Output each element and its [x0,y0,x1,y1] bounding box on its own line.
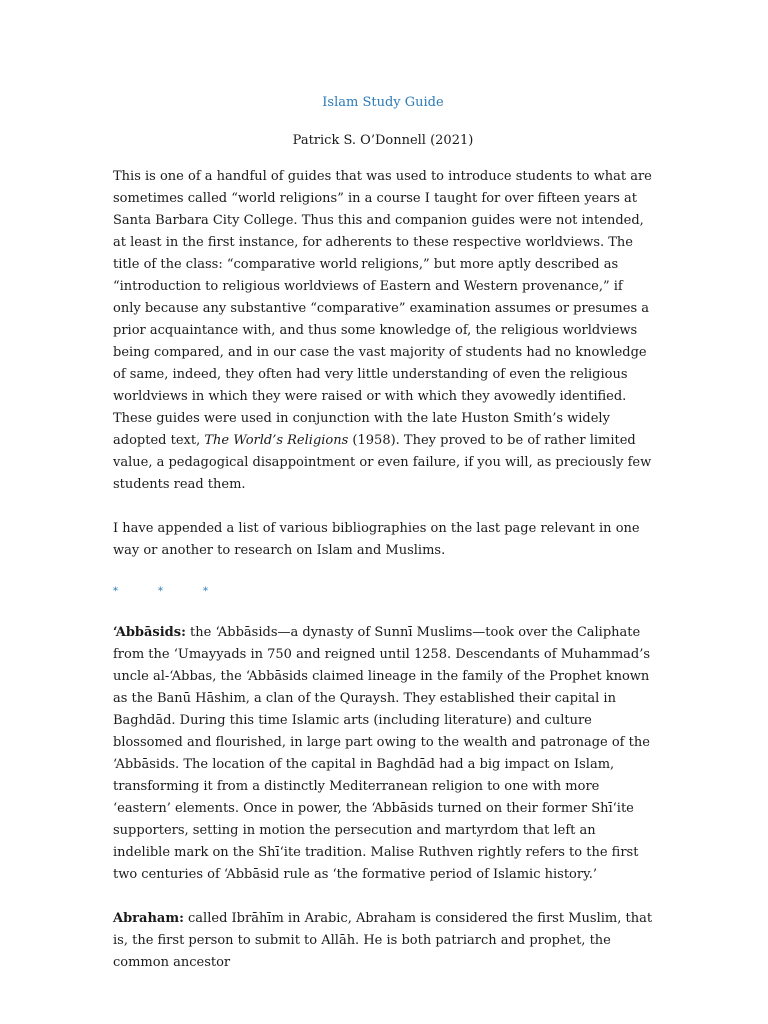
document-title: Islam Study Guide [322,95,444,110]
glossary-entry-abraham [113,908,653,974]
author-line: Patrick S. O’Donnell (2021) [292,133,474,148]
glossary-definition: called Ibrāhīm in Arabic, Abraham is considered the first Muslim, that is, the first person to submit to Allāh. He is both patriarch and prophet, the common ancestor [113,911,653,970]
intro-text-before: This is one of a handful of guides that was used to introduce students to what are sometimes called “world religions” in a course I taught for over fifteen years at Santa Barbara City College. Thus this and companion guides were not intended, at least in the first instance, for adherents to these respective worldviews. The title of the class: “comparative world religions,” but more aptly described as “introduction to religious worldviews of Eastern and Western provenance,” if only because any substantive “comparative” examination assumes or presumes a prior acquaintance with, and thus some knowledge of, the religious worldviews being compared, and in our case the vast majority of students had no knowledge of same, indeed, they often had very little understanding of even the religious worldviews in which they were raised or with which they avowedly identified. These guides were used in conjunction with the late Huston Smith’s widely adopted text, [113,169,652,448]
glossary-term: Abraham: [113,911,184,926]
intro-paragraph [113,166,653,496]
separator-asterisk: * [158,586,163,597]
glossary-entry-abbasids [113,622,653,886]
glossary-term: ‘Abbāsids: [113,625,186,640]
document-page [113,92,653,974]
intro-text-after: (1958). They proved to be of rather limited value, a pedagogical disappointment or even failure, if you will, as preciously few students read them. [113,433,652,492]
separator-asterisk: * [113,586,118,597]
book-title: The World’s Religions [204,433,349,448]
appendix-note: I have appended a list of various bibliographies on the last page relevant in one way or another to research on Islam and Muslims. [113,521,640,558]
section-separator [113,586,653,608]
separator-asterisk: * [203,586,208,597]
glossary-definition: the ‘Abbāsids—a dynasty of Sunnī Muslims—took over the Caliphate from the ‘Umayyads in 750 and reigned until 1258. Descendants of Muhammad’s uncle al-‘Abbas, the ‘Abbāsids claimed lineage in the family of the Prophet known as the Banū Hāshim, a clan of the Quraysh. They established their capital in Baghdād. During this time Islamic arts (including literature) and culture blossomed and flourished, in large part owing to the wealth and patronage of the ‘Abbāsids. The location of the capital in Baghdād had a big impact on Islam, transforming it from a distinctly Mediterranean religion to one with more ‘eastern’ elements. Once in power, the ‘Abbāsids turned on their former Shī‘ite supporters, setting in motion the persecution and martyrdom that left an indelible mark on the Shī‘ite tradition. Malise Ruthven rightly refers to the first two centuries of ‘Abbāsid rule as ‘the formative period of Islamic history.’ [113,625,651,882]
